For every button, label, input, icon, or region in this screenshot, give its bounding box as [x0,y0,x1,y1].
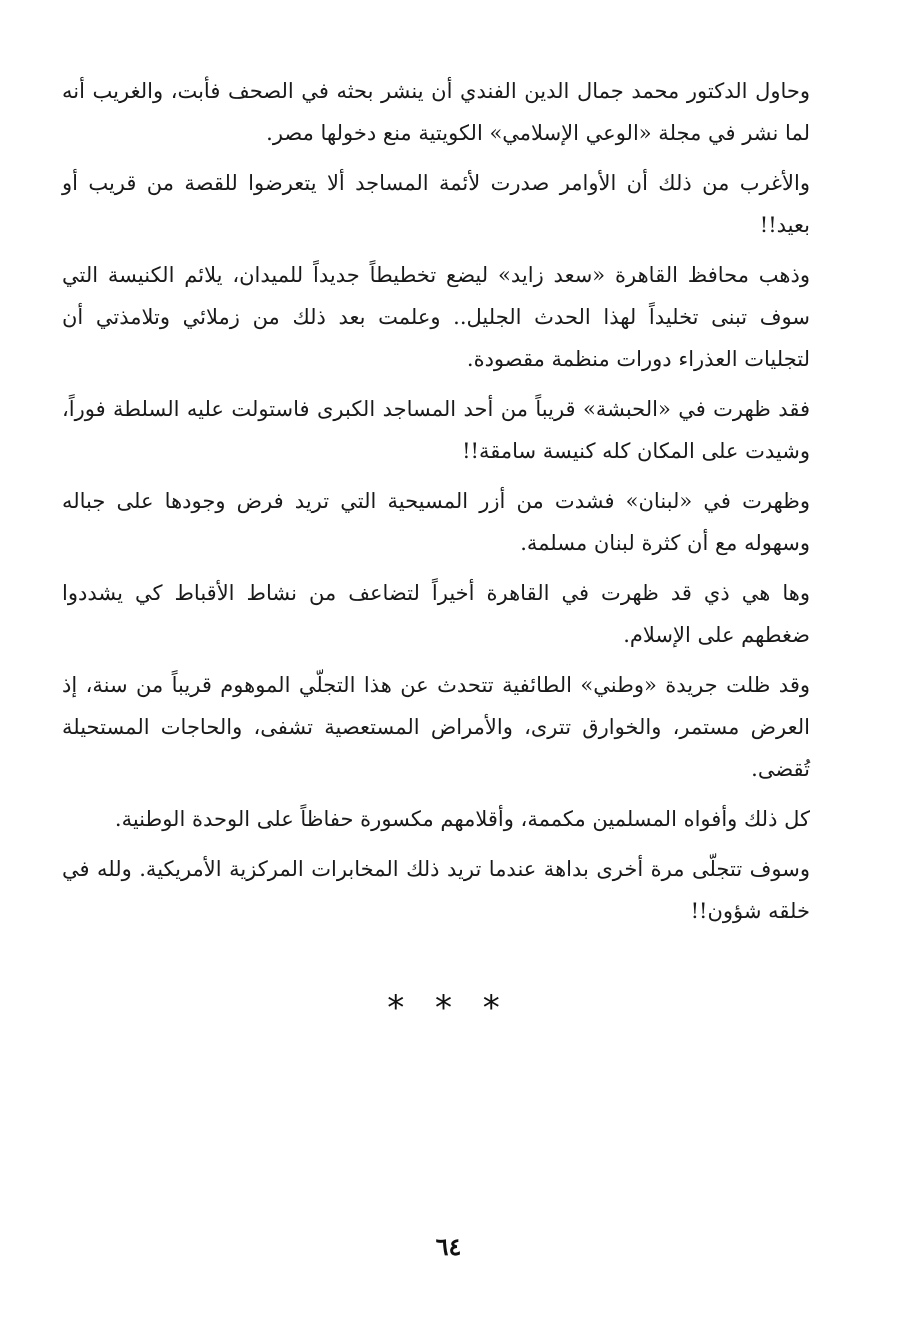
paragraph-3: وذهب محافظ القاهرة «سعد زايد» ليضع تخطيطاً جديداً للميدان، يلائم الكنيسة التي سوف تبنى تخليداً لهذا الحدث الجليل.. وعلمت بعد ذلك من زملائي وتلامذتي أن لتجليات العذراء دورات منظمة مقصودة. [62,263,810,371]
paragraph-9: وسوف تتجلّى مرة أخرى بداهة عندما تريد ذلك المخابرات المركزية الأمريكية. ولله في خلقه شؤون!! [62,857,810,923]
body-text [62,70,810,940]
paragraph-5: وظهرت في «لبنان» فشدت من أزر المسيحية التي تريد فرض وجودها على جباله وسهوله مع أن كثرة لبنان مسلمة. [62,489,810,555]
paragraph-8: كل ذلك وأفواه المسلمين مكممة، وأقلامهم مكسورة حفاظاً على الوحدة الوطنية. [114,807,810,831]
section-separator: * * * [387,988,510,1028]
page-number: ٦٤ [435,1232,462,1261]
paragraph-1: وحاول الدكتور محمد جمال الدين الفندي أن ينشر بحثه في الصحف فأبت، والغريب أنه لما نشر في مجلة «الوعي الإسلامي» الكويتية منع دخولها مصر. [62,79,810,145]
paragraph-2: والأغرب من ذلك أن الأوامر صدرت لأئمة المساجد ألا يتعرضوا للقصة من قريب أو بعيد!! [62,171,810,237]
paragraph-6: وها هي ذي قد ظهرت في القاهرة أخيراً لتضاعف من نشاط الأقباط كي يشددوا ضغطهم على الإسلام. [62,581,810,647]
paragraph-7: وقد ظلت جريدة «وطني» الطائفية تتحدث عن هذا التجلّي الموهوم قريباً من سنة، إذ العرض مستمر، والخوارق تترى، والأمراض المستعصية تشفى، والحاجات المستحيلة تُقضى. [62,673,810,781]
paragraph-4: فقد ظهرت في «الحبشة» قريباً من أحد المساجد الكبرى فاستولت عليه السلطة فوراً، وشيدت على المكان كله كنيسة سامقة!! [62,397,810,463]
